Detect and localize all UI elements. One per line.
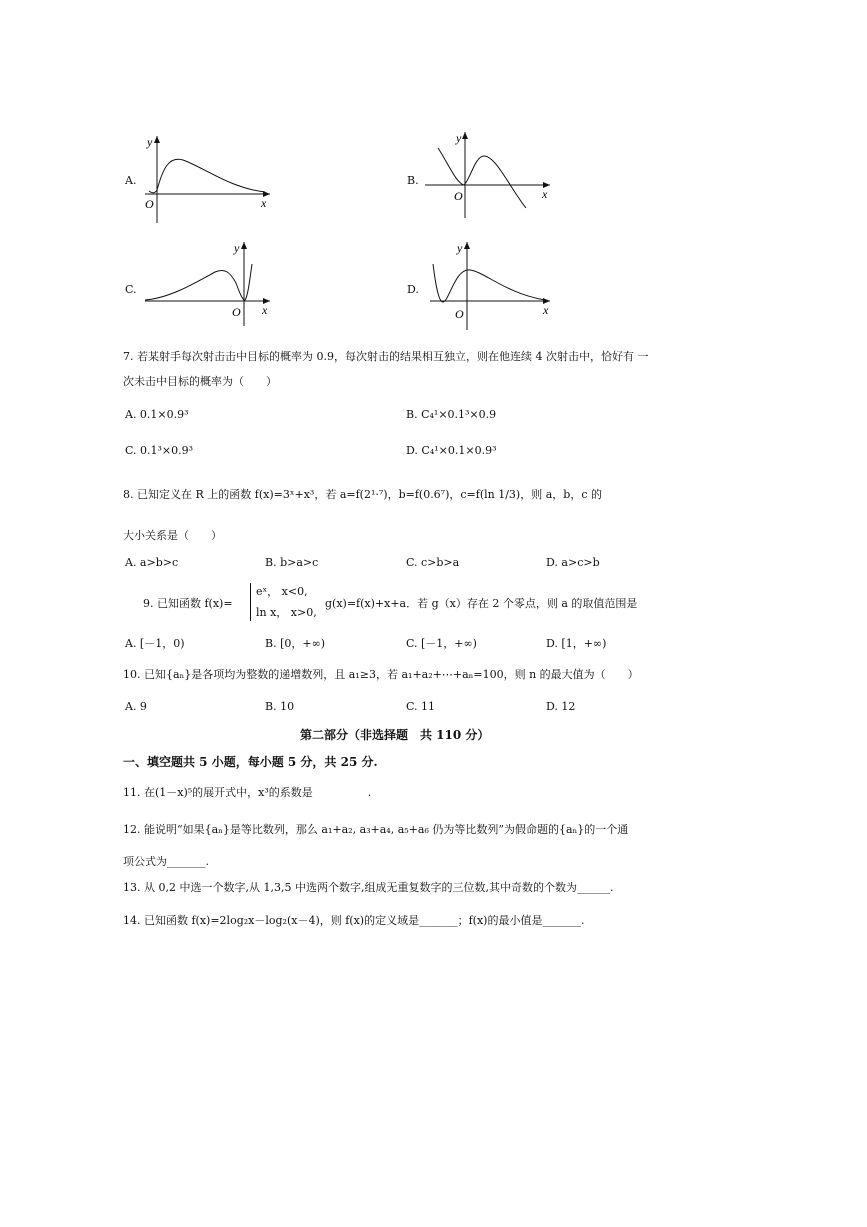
q7-option-c: C. 0.1³×0.9³ xyxy=(125,444,194,457)
q10-option-c: C. 11 xyxy=(406,700,436,713)
q14: 14. 已知函数 f(x)=2log₂x－log₂(x－4)，则 f(x)的定义域是_______；f(x)的最小值是_______. xyxy=(123,914,585,927)
q10-line1: 10. 已知{aₙ}是各项均为整数的递增数列，且 a₁≥3，若 a₁+a₂+⋯+aₙ=100，则 n 的最大值为（ ） xyxy=(123,668,639,681)
graph-d xyxy=(425,238,560,333)
q12-line2: 项公式为_______. xyxy=(123,855,209,868)
q11: 11. 在(1－x)⁵的展开式中，x³的系数是 . xyxy=(123,786,372,799)
graph-b-y-label: y xyxy=(456,131,462,145)
graph-c xyxy=(140,238,280,328)
q7-option-a: A. 0.1×0.9³ xyxy=(125,408,189,421)
q9-suffix: g(x)=f(x)+x+a．若 g（x）存在 2 个零点，则 a 的取值范围是 xyxy=(325,597,638,610)
graph-a-y-label: y xyxy=(147,135,153,149)
q8-option-d: D. a>c>b xyxy=(546,556,600,569)
q7-line2: 次未击中目标的概率为（ ） xyxy=(123,375,277,388)
graph-b-origin-label: O xyxy=(454,189,463,203)
graph-b-x-label: x xyxy=(542,187,548,201)
q10-option-a: A. 9 xyxy=(125,700,147,713)
q7-option-b: B. C₄¹×0.1³×0.9 xyxy=(406,408,497,421)
graph-b xyxy=(420,128,560,228)
graph-c-label: C. xyxy=(125,283,137,296)
graph-c-y-label: y xyxy=(234,241,240,255)
q7-line1: 7. 若某射手每次射击击中目标的概率为 0.9，每次射击的结果相互独立，则在他连续 4 次射击中，恰好有 一 xyxy=(123,350,649,363)
q8-option-a: A. a>b>c xyxy=(125,556,179,569)
q9-case-2: ln x， x>0, xyxy=(256,606,317,619)
q9-option-b: B. [0，+∞) xyxy=(265,637,326,650)
graph-c-x-label: x xyxy=(262,303,268,317)
graph-b-label: B. xyxy=(407,174,419,187)
q8-line2: 大小关系是（ ） xyxy=(123,529,222,542)
q7-option-d: D. C₄¹×0.1×0.9³ xyxy=(406,444,497,457)
q9-option-a: A. [－1，0) xyxy=(125,637,185,650)
q12-line1: 12. 能说明“如果{aₙ}是等比数列，那么 a₁+a₂, a₃+a₄, a₅+a₆ 仍为等比数列”为假命题的{aₙ}的一个通 xyxy=(123,823,629,836)
graph-d-y-label: y xyxy=(457,241,463,255)
q13: 13. 从 0,2 中选一个数字,从 1,3,5 中选两个数字,组成无重复数字的三位数,其中奇数的个数为______. xyxy=(123,881,614,894)
graph-d-x-label: x xyxy=(543,303,549,317)
fill-in-section-heading: 一、填空题共 5 小题，每小题 5 分，共 25 分. xyxy=(123,755,378,769)
q8-option-b: B. b>a>c xyxy=(265,556,319,569)
q10-option-d: D. 12 xyxy=(546,700,576,713)
q9-case-1: eˣ， x<0, xyxy=(256,585,308,598)
q8-option-c: C. c>b>a xyxy=(406,556,460,569)
part-two-heading: 第二部分（非选择题 共 110 分） xyxy=(300,728,490,742)
q9-prefix: 9. 已知函数 f(x)= xyxy=(143,597,233,610)
graph-a-label: A. xyxy=(125,174,137,187)
q9-option-d: D. [1，+∞) xyxy=(546,637,607,650)
q9-option-c: C. [－1，+∞) xyxy=(406,637,477,650)
q8-line1: 8. 已知定义在 R 上的函数 f(x)=3ˣ+x³，若 a=f(2¹·⁷)，b=f(0.6⁷)，c=f(ln 1/3)，则 a，b，c 的 xyxy=(123,488,602,501)
graph-a-x-label: x xyxy=(261,196,267,210)
graph-c-origin-label: O xyxy=(232,305,241,319)
graph-a-origin-label: O xyxy=(145,197,154,211)
q10-option-b: B. 10 xyxy=(265,700,295,713)
graph-d-label: D. xyxy=(407,283,419,296)
graph-a xyxy=(135,128,275,228)
graph-d-origin-label: O xyxy=(455,307,464,321)
